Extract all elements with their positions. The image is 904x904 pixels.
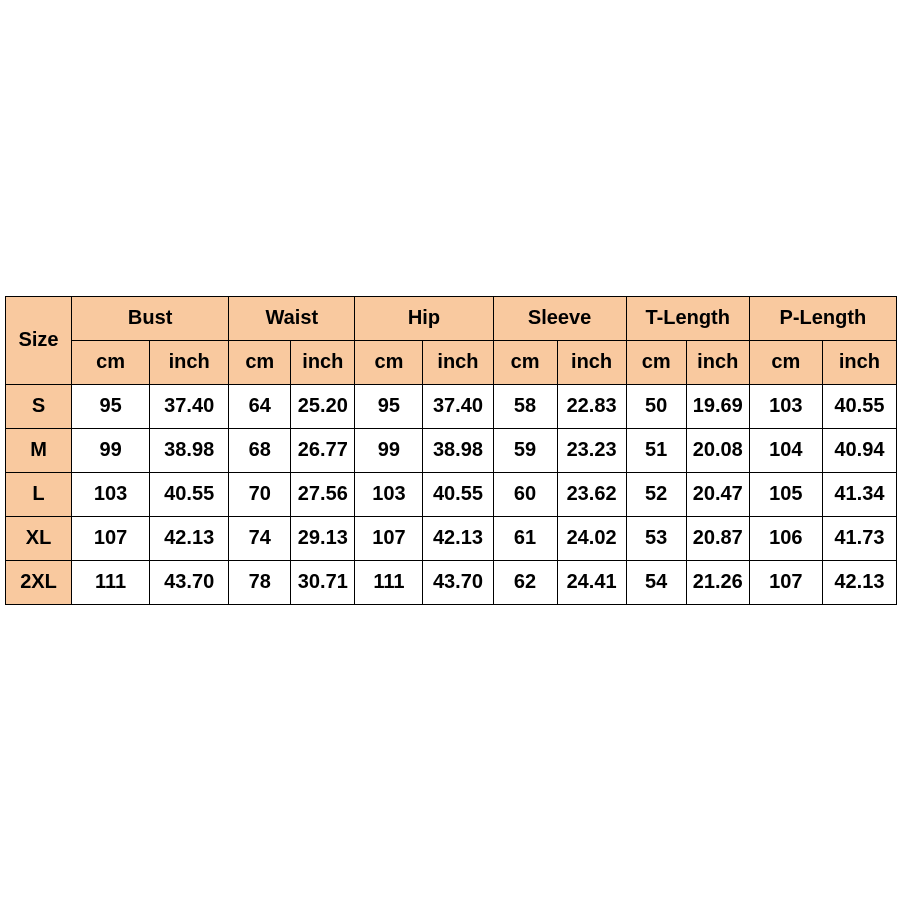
table-cell: 99 xyxy=(72,429,150,473)
table-cell: 29.13 xyxy=(291,517,355,561)
table-cell: 111 xyxy=(355,561,423,605)
table-cell: 62 xyxy=(493,561,557,605)
unit-header-cm: cm xyxy=(229,341,291,385)
header-row-units xyxy=(6,341,897,385)
size-label: XL xyxy=(6,517,72,561)
table-cell: 59 xyxy=(493,429,557,473)
table-cell: 74 xyxy=(229,517,291,561)
size-header: Size xyxy=(6,297,72,385)
table-cell: 107 xyxy=(749,561,822,605)
table-cell: 78 xyxy=(229,561,291,605)
group-header-sleeve: Sleeve xyxy=(493,297,626,341)
table-cell: 23.62 xyxy=(557,473,626,517)
table-cell: 103 xyxy=(72,473,150,517)
unit-header-inch: inch xyxy=(291,341,355,385)
table-cell: 111 xyxy=(72,561,150,605)
table-cell: 95 xyxy=(72,385,150,429)
table-cell: 64 xyxy=(229,385,291,429)
table-cell: 106 xyxy=(749,517,822,561)
unit-header-cm: cm xyxy=(626,341,686,385)
table-cell: 68 xyxy=(229,429,291,473)
table-cell: 61 xyxy=(493,517,557,561)
table-cell: 41.73 xyxy=(822,517,896,561)
group-header-bust: Bust xyxy=(72,297,229,341)
group-header-t-length: T-Length xyxy=(626,297,749,341)
table-cell: 95 xyxy=(355,385,423,429)
table-cell: 37.40 xyxy=(150,385,229,429)
table-cell: 104 xyxy=(749,429,822,473)
unit-header-inch: inch xyxy=(150,341,229,385)
table-cell: 21.26 xyxy=(686,561,749,605)
table-cell: 30.71 xyxy=(291,561,355,605)
table-cell: 23.23 xyxy=(557,429,626,473)
table-cell: 37.40 xyxy=(423,385,493,429)
table-cell: 38.98 xyxy=(423,429,493,473)
table-cell: 22.83 xyxy=(557,385,626,429)
table-row xyxy=(6,473,897,517)
unit-header-inch: inch xyxy=(423,341,493,385)
table-cell: 40.55 xyxy=(822,385,896,429)
size-label: 2XL xyxy=(6,561,72,605)
table-cell: 40.94 xyxy=(822,429,896,473)
group-header-p-length: P-Length xyxy=(749,297,896,341)
unit-header-cm: cm xyxy=(493,341,557,385)
size-label: M xyxy=(6,429,72,473)
unit-header-inch: inch xyxy=(557,341,626,385)
table-cell: 42.13 xyxy=(423,517,493,561)
group-header-hip: Hip xyxy=(355,297,493,341)
unit-header-inch: inch xyxy=(686,341,749,385)
header-row-groups xyxy=(6,297,897,341)
table-cell: 99 xyxy=(355,429,423,473)
unit-header-cm: cm xyxy=(355,341,423,385)
table-cell: 24.41 xyxy=(557,561,626,605)
unit-header-inch: inch xyxy=(822,341,896,385)
table-cell: 20.87 xyxy=(686,517,749,561)
table-cell: 51 xyxy=(626,429,686,473)
table-cell: 41.34 xyxy=(822,473,896,517)
table-cell: 20.08 xyxy=(686,429,749,473)
table-cell: 20.47 xyxy=(686,473,749,517)
table-cell: 24.02 xyxy=(557,517,626,561)
table-cell: 60 xyxy=(493,473,557,517)
table-row xyxy=(6,517,897,561)
unit-header-cm: cm xyxy=(72,341,150,385)
table-cell: 70 xyxy=(229,473,291,517)
table-cell: 43.70 xyxy=(423,561,493,605)
table-cell: 53 xyxy=(626,517,686,561)
table-cell: 107 xyxy=(72,517,150,561)
table-row xyxy=(6,561,897,605)
table-cell: 105 xyxy=(749,473,822,517)
table-cell: 40.55 xyxy=(423,473,493,517)
table-cell: 42.13 xyxy=(822,561,896,605)
size-label: L xyxy=(6,473,72,517)
table-cell: 25.20 xyxy=(291,385,355,429)
group-header-waist: Waist xyxy=(229,297,355,341)
table-cell: 103 xyxy=(749,385,822,429)
unit-header-cm: cm xyxy=(749,341,822,385)
table-cell: 54 xyxy=(626,561,686,605)
table-cell: 38.98 xyxy=(150,429,229,473)
table-cell: 107 xyxy=(355,517,423,561)
table-row xyxy=(6,429,897,473)
size-chart-table xyxy=(5,296,897,605)
table-cell: 43.70 xyxy=(150,561,229,605)
table-cell: 103 xyxy=(355,473,423,517)
table-cell: 58 xyxy=(493,385,557,429)
table-cell: 40.55 xyxy=(150,473,229,517)
table-cell: 50 xyxy=(626,385,686,429)
table-cell: 19.69 xyxy=(686,385,749,429)
table-cell: 42.13 xyxy=(150,517,229,561)
table-cell: 52 xyxy=(626,473,686,517)
size-label: S xyxy=(6,385,72,429)
table-cell: 26.77 xyxy=(291,429,355,473)
table-cell: 27.56 xyxy=(291,473,355,517)
table-row xyxy=(6,385,897,429)
